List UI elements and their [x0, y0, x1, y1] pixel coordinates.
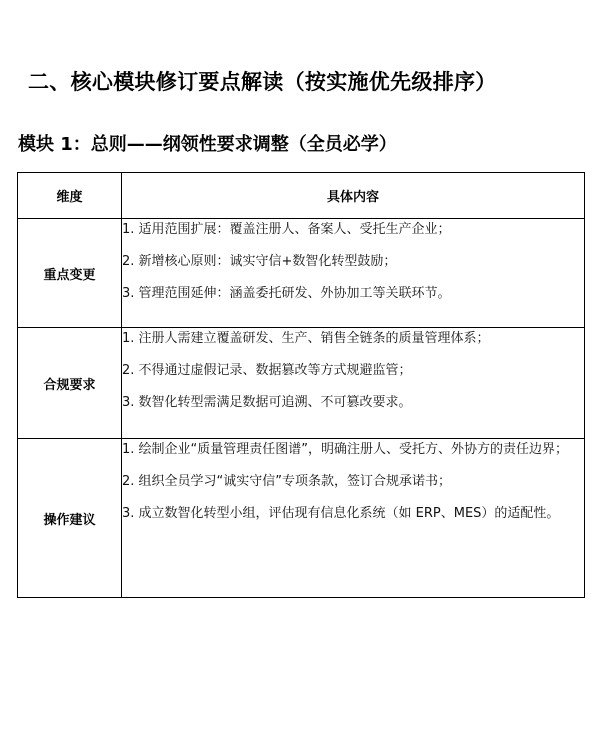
list-item: 1. 注册人需建立覆盖研发、生产、销售全链条的质量管理体系； [122, 331, 490, 346]
list-item: 3. 成立数智化转型小组，评估现有信息化系统（如 ERP、MES）的适配性。 [122, 506, 560, 521]
list-item: 3. 管理范围延伸：涵盖委托研发、外协加工等关联环节。 [122, 286, 451, 301]
dimension-cell: 合规要求 [18, 328, 122, 439]
header-dimension: 维度 [18, 173, 122, 219]
list-item: 2. 新增核心原则：诚实守信+数智化转型鼓励； [122, 254, 397, 269]
module-title: 模块 1：总则——纲领性要求调整（全员必学） [18, 134, 397, 155]
list-item: 2. 不得通过虚假记录、数据篡改等方式规避监管； [122, 363, 412, 378]
content-cell [122, 328, 585, 439]
list-item: 1. 绘制企业“质量管理责任图谱”，明确注册人、受托方、外协方的责任边界； [122, 442, 569, 457]
list-item: 2. 组织全员学习“诚实守信”专项条款，签订合规承诺书； [122, 474, 452, 489]
list-item: 3. 数智化转型需满足数据可追溯、不可篡改要求。 [122, 395, 412, 410]
table-row [18, 439, 585, 598]
list-item: 1. 适用范围扩展：覆盖注册人、备案人、受托生产企业； [122, 222, 451, 237]
table-row [18, 219, 585, 328]
header-content: 具体内容 [122, 173, 585, 219]
content-cell [122, 439, 585, 598]
table-header-row [18, 173, 585, 219]
dimension-cell: 重点变更 [18, 219, 122, 328]
module-table [17, 172, 585, 598]
dimension-cell: 操作建议 [18, 439, 122, 598]
content-cell [122, 219, 585, 328]
table-row [18, 328, 585, 439]
section-title: 二、核心模块修订要点解读（按实施优先级排序） [28, 70, 497, 94]
